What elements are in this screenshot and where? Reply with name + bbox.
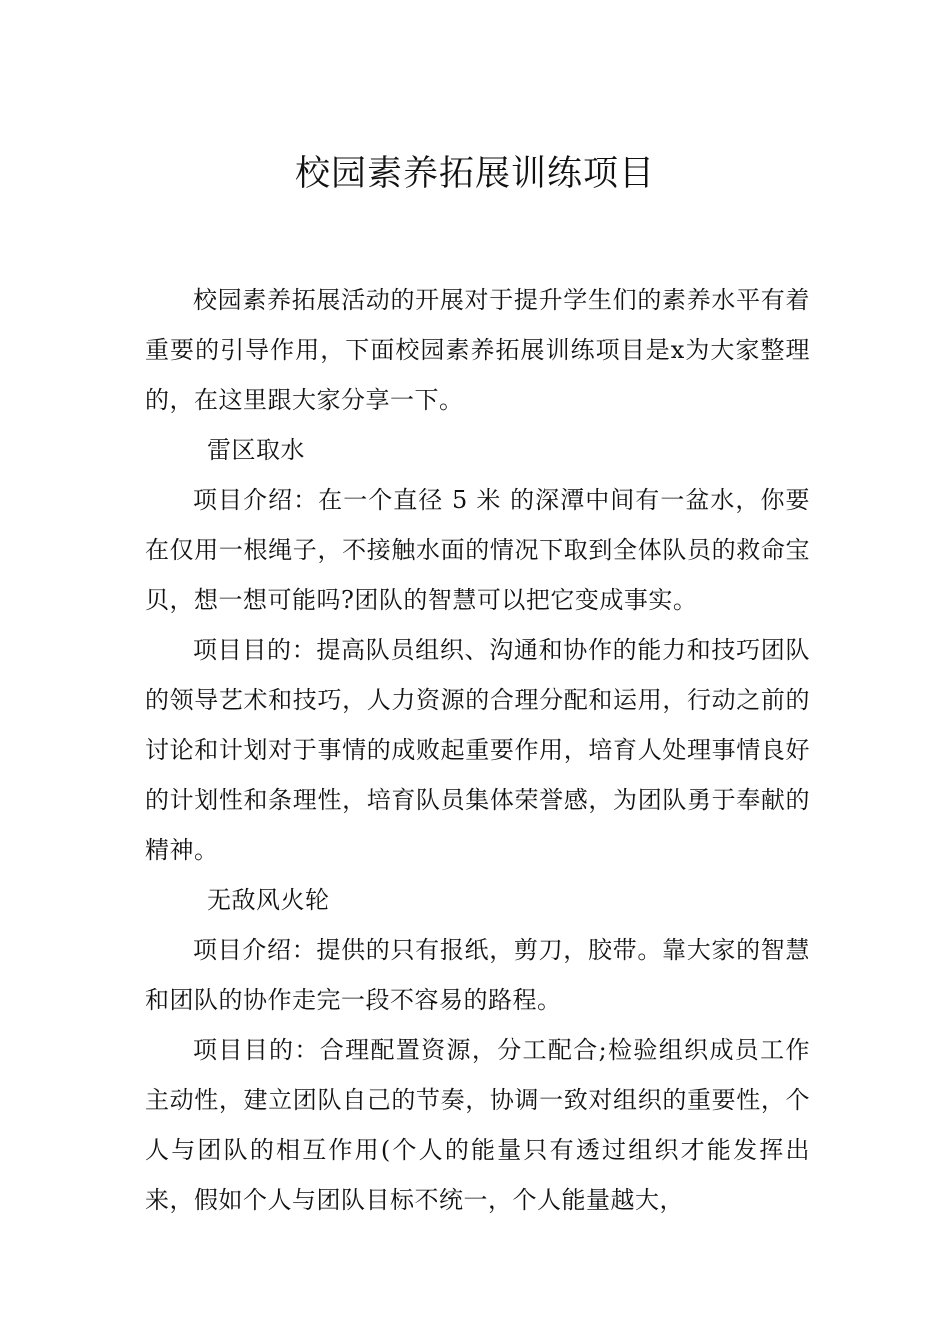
section-2-purpose-paragraph: 项目目的：合理配置资源，分工配合;检验组织成员工作主动性，建立团队自己的节奏，协调一致对组织的重要性，个人与团队的相互作用(个人的能量只有透过组织才能发挥出来，假如个人与团队目标不统一，个人能量越大， (145, 1036, 810, 1214)
section-heading-1: 雷区取水 (207, 436, 305, 464)
document-body (145, 275, 810, 1225)
section-heading-2: 无敌风火轮 (207, 886, 330, 914)
section-1-purpose-paragraph: 项目目的：提高队员组织、沟通和协作的能力和技巧团队的领导艺术和技巧，人力资源的合理分配和运用，行动之前的讨论和计划对于事情的成败起重要作用，培育人处理事情良好的计划性和条理性，培育队员集体荣誉感，为团队勇于奉献的精神。 (145, 636, 810, 864)
intro-paragraph: 校园素养拓展活动的开展对于提升学生们的素养水平有着重要的引导作用，下面校园素养拓展训练项目是x为大家整理的，在这里跟大家分享一下。 (145, 286, 810, 414)
document-title: 校园素养拓展训练项目 (294, 154, 655, 195)
section-1-intro-paragraph: 项目介绍：在一个直径 5 米 的深潭中间有一盆水，你要在仅用一根绳子，不接触水面的情况下取到全体队员的救命宝贝，想一想可能吗?团队的智慧可以把它变成事实。 (145, 486, 810, 614)
section-2-intro-paragraph: 项目介绍：提供的只有报纸，剪刀，胶带。靠大家的智慧和团队的协作走完一段不容易的路程。 (145, 936, 810, 1014)
